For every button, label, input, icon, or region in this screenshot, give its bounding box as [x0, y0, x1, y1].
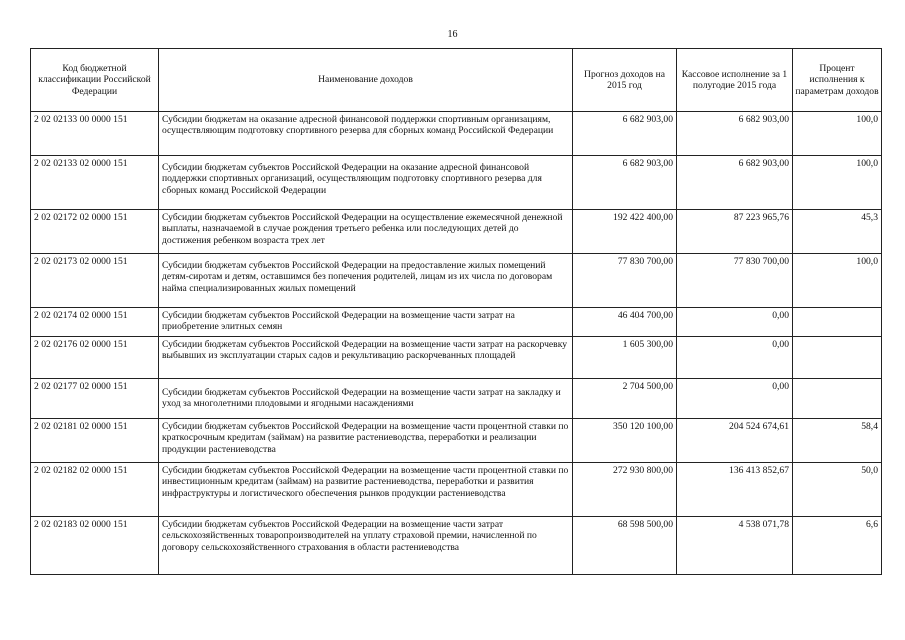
- row-code: 2 02 02177 02 0000 151: [31, 379, 159, 419]
- row-percent: [793, 308, 882, 337]
- row-execution: 0,00: [677, 308, 793, 337]
- row-execution: 6 682 903,00: [677, 112, 793, 156]
- table-row: [31, 156, 882, 210]
- table-row: [31, 337, 882, 379]
- revenue-table: [30, 48, 882, 575]
- row-name: Субсидии бюджетам на оказание адресной финансовой поддержки спортивным организациям, осуществляющим подготовку спортивного резерва для сборных команд Российской Федерации: [159, 112, 573, 156]
- row-forecast: 272 930 800,00: [573, 463, 677, 517]
- header-forecast: Прогноз доходов на 2015 год: [573, 49, 677, 112]
- row-name: Субсидии бюджетам субъектов Российской Федерации на возмещение части затрат на приобретение элитных семян: [159, 308, 573, 337]
- row-execution: 4 538 071,78: [677, 517, 793, 575]
- row-name: Субсидии бюджетам субъектов Российской Федерации на возмещение части процентной ставки по инвестиционным кредитам (займам) на развитие растениеводства, переработки и развития инфраструктуры и логистического обеспечения рынков продукции растениеводства: [159, 463, 573, 517]
- row-code: 2 02 02172 02 0000 151: [31, 210, 159, 254]
- row-execution: 6 682 903,00: [677, 156, 793, 210]
- row-forecast: 6 682 903,00: [573, 156, 677, 210]
- row-execution: 77 830 700,00: [677, 254, 793, 308]
- row-percent: 100,0: [793, 156, 882, 210]
- row-code: 2 02 02181 02 0000 151: [31, 419, 159, 463]
- row-execution: 204 524 674,61: [677, 419, 793, 463]
- row-percent: 100,0: [793, 112, 882, 156]
- row-execution: 87 223 965,76: [677, 210, 793, 254]
- page-number: 16: [447, 29, 458, 40]
- row-percent: [793, 379, 882, 419]
- row-percent: 6,6: [793, 517, 882, 575]
- table-row: [31, 112, 882, 156]
- header-execution: Кассовое исполнение за 1 полугодие 2015 года: [677, 49, 793, 112]
- row-forecast: 6 682 903,00: [573, 112, 677, 156]
- row-percent: [793, 337, 882, 379]
- table-row: [31, 463, 882, 517]
- table-row: [31, 308, 882, 337]
- row-code: 2 02 02173 02 0000 151: [31, 254, 159, 308]
- row-code: 2 02 02133 00 0000 151: [31, 112, 159, 156]
- table-row: [31, 254, 882, 308]
- row-code: 2 02 02182 02 0000 151: [31, 463, 159, 517]
- header-percent: Процент исполнения к параметрам доходов: [793, 49, 882, 112]
- row-forecast: 77 830 700,00: [573, 254, 677, 308]
- row-forecast: 46 404 700,00: [573, 308, 677, 337]
- row-percent: 50,0: [793, 463, 882, 517]
- row-name: Субсидии бюджетам субъектов Российской Федерации на возмещение части затрат сельскохозяйственных товаропроизводителей на уплату страховой премии, начисленной по договору сельскохозяйственного страхования в области растениеводства: [159, 517, 573, 575]
- header-code: Код бюджетной классификации Российской Федерации: [31, 49, 159, 112]
- row-percent: 45,3: [793, 210, 882, 254]
- row-code: 2 02 02174 02 0000 151: [31, 308, 159, 337]
- row-name: Субсидии бюджетам субъектов Российской Федерации на осуществление ежемесячной денежной выплаты, назначаемой в случае рождения третьего ребенка или последующих детей до достижения ребенком возраста трех лет: [159, 210, 573, 254]
- header-name: Наименование доходов: [159, 49, 573, 112]
- row-forecast: 2 704 500,00: [573, 379, 677, 419]
- row-forecast: 68 598 500,00: [573, 517, 677, 575]
- row-execution: 136 413 852,67: [677, 463, 793, 517]
- table-row: [31, 379, 882, 419]
- table-row: [31, 517, 882, 575]
- row-percent: 58,4: [793, 419, 882, 463]
- row-percent: 100,0: [793, 254, 882, 308]
- row-name: Субсидии бюджетам субъектов Российской Федерации на оказание адресной финансовой поддержки спортивных организаций, осуществляющим подготовку спортивного резерва для сборных команд Российской Федерации: [159, 156, 573, 210]
- table-row: [31, 210, 882, 254]
- row-code: 2 02 02183 02 0000 151: [31, 517, 159, 575]
- row-code: 2 02 02176 02 0000 151: [31, 337, 159, 379]
- row-code: 2 02 02133 02 0000 151: [31, 156, 159, 210]
- row-name: Субсидии бюджетам субъектов Российской Федерации на возмещение части затрат на закладку и уход за многолетними плодовыми и ягодными насаждениями: [159, 379, 573, 419]
- row-execution: 0,00: [677, 379, 793, 419]
- table-header-row: [31, 49, 882, 112]
- row-forecast: 350 120 100,00: [573, 419, 677, 463]
- table-row: [31, 419, 882, 463]
- row-execution: 0,00: [677, 337, 793, 379]
- row-name: Субсидии бюджетам субъектов Российской Федерации на возмещение части процентной ставки по краткосрочным кредитам (займам) на развитие растениеводства, переработки и реализации продукции растениеводства: [159, 419, 573, 463]
- row-forecast: 192 422 400,00: [573, 210, 677, 254]
- row-name: Субсидии бюджетам субъектов Российской Федерации на предоставление жилых помещений детям-сиротам и детям, оставшимся без попечения родителей, лицам из их числа по договорам найма специализированных жилых помещений: [159, 254, 573, 308]
- row-name: Субсидии бюджетам субъектов Российской Федерации на возмещение части затрат на раскорчевку выбывших из эксплуатации старых садов и рекультивацию раскорчеванных площадей: [159, 337, 573, 379]
- row-forecast: 1 605 300,00: [573, 337, 677, 379]
